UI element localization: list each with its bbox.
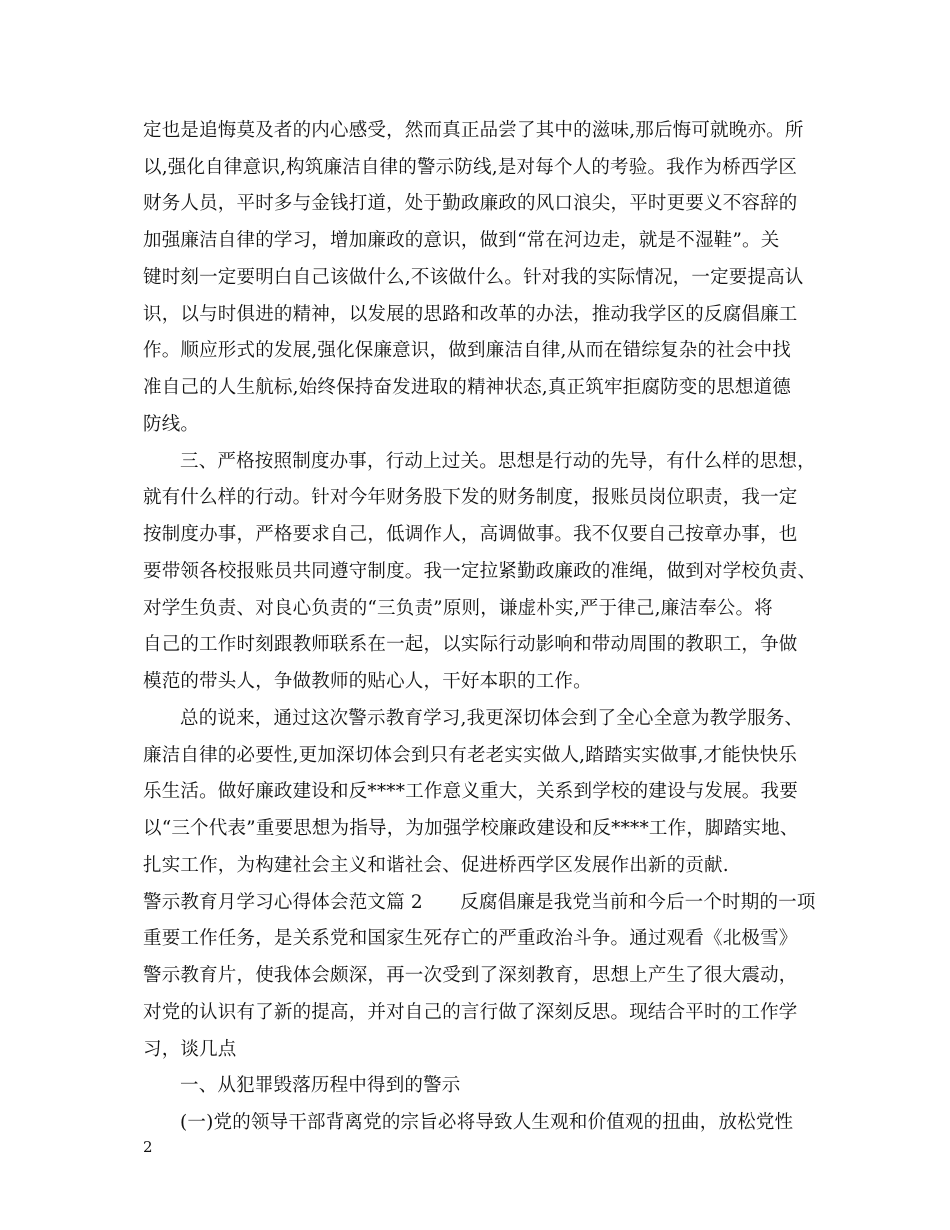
text-line: 按制度办事，严格要求自己，低调作人，高调做事。我不仅要自己按章办事，也 (143, 524, 798, 546)
text-line: 就有什么样的行动。针对今年财务股下发的财务制度，报账员岗位职责，我一定 (143, 487, 798, 509)
text-line: 对党的认识有了新的提高，并对自己的言行做了深刻反思。现结合平时的工作学 (143, 1001, 798, 1023)
text-line: 加强廉洁自律的学习，增加廉政的意识，做到“常在河边走，就是不湿鞋”。关 (143, 230, 780, 252)
text-line: 警示教育片，使我体会颇深，再一次受到了深刻教育，思想上产生了很大震动， (143, 965, 798, 987)
text-line: 防线。 (143, 413, 200, 435)
text-line: 要带领各校报账员共同遵守制度。我一定拉紧勤政廉政的准绳，做到对学校负责、 (143, 560, 817, 582)
text-line: 以,强化自律意识,构筑廉洁自律的警示防线,是对每个人的考验。我作为桥西学区 (143, 156, 798, 178)
text-line: 对学生负责、对良心负责的“三负责”原则，谦虚朴实,严于律己,廉洁奉公。将 (143, 597, 773, 619)
paragraph-start-line: 三、严格按照制度办事，行动上过关。思想是行动的先导，有什么样的思想， (180, 450, 816, 472)
text-line: 作。顺应形式的发展,强化保廉意识，做到廉洁自律,从而在错综复杂的社会中找 (143, 340, 791, 362)
text-line: 重要工作任务，是关系党和国家生死存亡的严重政治斗争。通过观看《北极雪》 (143, 928, 798, 950)
text-line: 习，谈几点 (143, 1038, 237, 1060)
text-line: 财务人员，平时多与金钱打道，处于勤政廉政的风口浪尖，平时更要义不容辞的 (143, 193, 798, 215)
text-line: 自己的工作时刻跟教师联系在一起，以实际行动影响和带动周围的教职工，争做 (143, 634, 798, 656)
text-line: 警示教育月学习心得体会范文篇 2 反腐倡廉是我党当前和今后一个时期的一项 (143, 891, 816, 913)
text-line: 扎实工作，为构建社会主义和谐社会、促进桥西学区发展作出新的贡献. (143, 854, 729, 876)
text-line: 定也是追悔莫及者的内心感受，然而真正品尝了其中的滋味,那后悔可就晚亦。所 (143, 120, 804, 141)
text-line: 乐生活。做好廉政建设和反****工作意义重大，关系到学校的建设与发展。我要 (143, 781, 798, 803)
text-line: 识，以与时俱进的精神，以发展的思路和改革的办法，推动我学区的反腐倡廉工 (143, 303, 798, 325)
section-heading-line: 一、从犯罪毁落历程中得到的警示 (180, 1075, 461, 1097)
paragraph-start-line: (一)党的领导干部背离党的宗旨必将导致人生观和价值观的扭曲，放松党性 (180, 1112, 794, 1133)
page-number: 2 (143, 1138, 153, 1156)
text-line: 键时刻一定要明白自己该做什么,不该做什么。针对我的实际情况，一定要提高认 (143, 266, 804, 288)
paragraph-start-line: 总的说来，通过这次警示教育学习,我更深切体会到了全心全意为教学服务、 (180, 707, 804, 729)
text-line: 廉洁自律的必要性,更加深切体会到只有老老实实做人,踏踏实实做事,才能快快乐 (143, 744, 798, 766)
text-line: 准自己的人生航标,始终保持奋发进取的精神状态,真正筑牢拒腐防变的思想道德 (143, 377, 791, 399)
text-line: 以“三个代表”重要思想为指导，为加强学校廉政建设和反****工作，脚踏实地、 (143, 818, 799, 840)
text-line: 模范的带头人，争做教师的贴心人，干好本职的工作。 (143, 671, 592, 693)
